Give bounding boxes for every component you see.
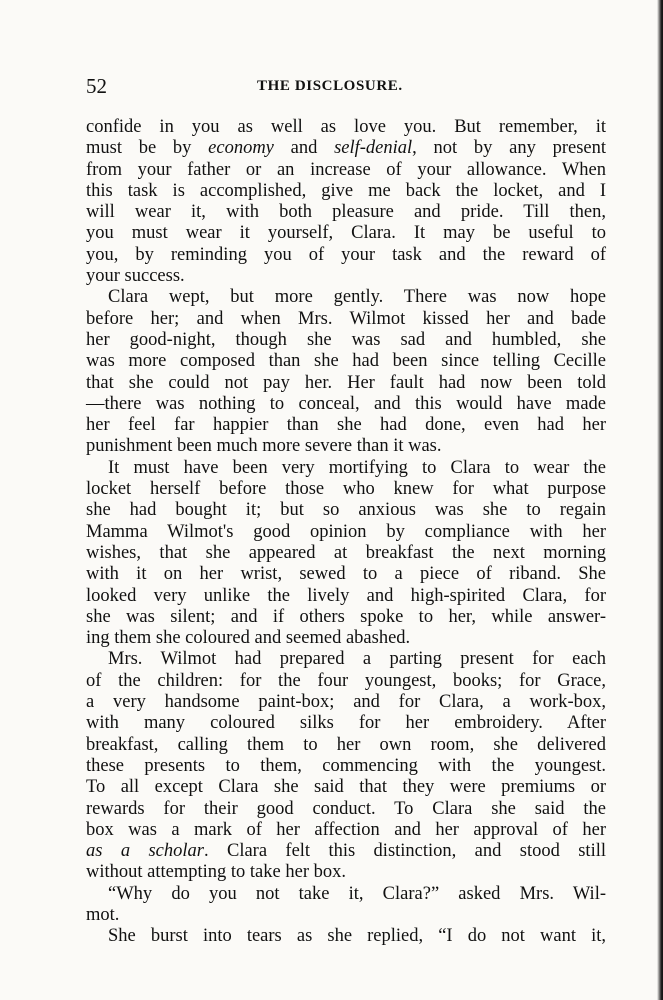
- text-line: box was a mark of her affection and her approval of her: [86, 819, 606, 840]
- text-line: you must wear it yourself, Clara. It may be useful to: [86, 223, 606, 244]
- text-line: your success.: [86, 266, 185, 287]
- text-line: Mamma Wilmot's good opinion by compliance with her: [86, 521, 606, 542]
- text-line: with it on her wrist, sewed to a piece of riband. She: [86, 564, 606, 585]
- text-line: her good-night, though she was sad and humbled, she: [86, 329, 606, 350]
- text-line: locket herself before those who knew for what purpose: [86, 479, 606, 500]
- page-edge-shadow: [657, 0, 663, 1000]
- text-line: you, by reminding you of your task and the reward of: [86, 244, 606, 265]
- text-line: her feel far happier than she had done, even had her: [86, 415, 606, 436]
- text-line: She burst into tears as she replied, “I do not want it,: [108, 926, 606, 947]
- text-line: as a scholar. Clara felt this distinction, and stood still: [86, 841, 606, 862]
- text-line: Clara wept, but more gently. There was now hope: [108, 287, 606, 308]
- italic-phrase: self-denial: [334, 138, 413, 159]
- text-line: that she could not pay her. Her fault had now been told: [86, 372, 606, 393]
- page-number: 52: [86, 74, 107, 98]
- text-line: a very handsome paint-box; and for Clara, a work-box,: [86, 692, 606, 713]
- body-text: [86, 117, 606, 948]
- italic-phrase: as a scholar: [86, 841, 204, 862]
- text-line: this task is accomplished, give me back the locket, and I: [86, 180, 606, 201]
- text-line: before her; and when Mrs. Wilmot kissed her and bade: [86, 308, 606, 329]
- text-line: she was silent; and if others spoke to her, while answer-: [86, 606, 606, 627]
- text-line: will wear it, with both pleasure and pride. Till then,: [86, 202, 606, 223]
- page-header: [86, 74, 606, 100]
- text-line: without attempting to take her box.: [86, 862, 346, 883]
- text-line: with many coloured silks for her embroidery. After: [86, 713, 606, 734]
- text-line: she had bought it; but so anxious was she to regain: [86, 500, 606, 521]
- text-line: was more composed than she had been since telling Cecille: [86, 351, 606, 372]
- text-line: It must have been very mortifying to Clara to wear the: [108, 457, 606, 478]
- text-line: “Why do you not take it, Clara?” asked Mrs. Wil-: [108, 883, 606, 904]
- text-line: these presents to them, commencing with the youngest.: [86, 755, 606, 776]
- text-line: Mrs. Wilmot had prepared a parting present for each: [108, 649, 606, 670]
- text-line: wishes, that she appeared at breakfast the next morning: [86, 542, 606, 563]
- text-line: To all except Clara she said that they were premiums or: [86, 777, 606, 798]
- text-line: of the children: for the four youngest, books; for Grace,: [86, 670, 606, 691]
- text-line: confide in you as well as love you. But remember, it: [86, 117, 606, 137]
- text-line: breakfast, calling them to her own room, she delivered: [86, 734, 606, 755]
- text-line: rewards for their good conduct. To Clara she said the: [86, 798, 606, 819]
- text-line: punishment been much more severe than it was.: [86, 436, 442, 457]
- text-line: must be by economy and self-denial, not by any present: [86, 138, 606, 159]
- text-line: mot.: [86, 904, 120, 925]
- running-head: THE DISCLOSURE.: [257, 78, 403, 94]
- italic-phrase: economy: [208, 138, 274, 159]
- text-line: ing them she coloured and seemed abashed.: [86, 628, 411, 649]
- text-line: looked very unlike the lively and high-spirited Clara, for: [86, 585, 606, 606]
- text-line: —there was nothing to conceal, and this would have made: [86, 393, 606, 414]
- text-line: from your father or an increase of your allowance. When: [86, 159, 606, 180]
